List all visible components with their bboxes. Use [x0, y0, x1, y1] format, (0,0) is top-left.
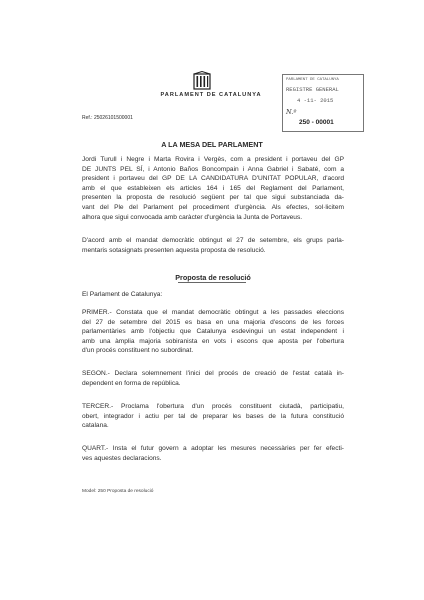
- text-line: SEGON.- Declara solemnement l'inici del procés de creació de l'estat català in-: [82, 370, 344, 377]
- point-quart: [82, 444, 344, 463]
- intro-paragraph: [82, 155, 344, 222]
- text-line: Jordi Turull i Negre i Marta Rovira i Vergès, com a president i portaveu del GP: [82, 156, 344, 163]
- text-line: TERCER.- Proclama l'obertura d'un procés constituent ciutadà, participatiu,: [82, 403, 344, 410]
- text-line: del 27 de setembre del 2015 es basa en una majoria d'escons de les forces: [82, 318, 344, 326]
- text-line: president i portaveu del GP DE LA CANDIDATURA D'UNITAT POPULAR, d'acord: [82, 175, 344, 183]
- registry-stamp: [282, 74, 364, 132]
- text-line: DE JUNTS PEL SÍ, i Antonio Baños Boncompain i Anna Gabriel i Sabaté, com a: [82, 165, 344, 173]
- stamp-number-prefix: N.º: [286, 108, 297, 116]
- text-line: vant del Ple del Parlament pel procediment d'urgència. Als efectes, sol·licitem: [82, 203, 344, 211]
- parlament-emblem-icon: [192, 71, 212, 91]
- text-line: parlamentàries amb l'objectiu que Catalunya esdevingui un estat independent i: [82, 328, 344, 336]
- point-primer: [82, 308, 344, 356]
- addressee-heading: A LA MESA DEL PARLAMENT: [161, 140, 263, 149]
- mandate-paragraph: [82, 236, 344, 255]
- stamp-line-1: PARLAMENT DE CATALUNYA: [286, 78, 339, 82]
- text-line: obert, integrador i actiu per tal de preparar les bases de la futura constitució: [82, 412, 344, 420]
- title-underline: [178, 282, 246, 283]
- text-line: QUART.- Insta el futur govern a adoptar les mesures necessàries per fer efecti-: [82, 445, 344, 452]
- text-line: mentaris sotasignats presenten aquesta proposta de resolució.: [82, 246, 266, 254]
- institution-name: PARLAMENT DE CATALUNYA: [160, 92, 262, 98]
- text-line: catalana.: [82, 422, 109, 430]
- text-line: presenten la proposta de resolució següent per tal que sigui substanciada da-: [82, 194, 344, 202]
- stamp-number: 250 - 00001: [299, 119, 334, 126]
- text-line: d'un procés constituent no subordinat.: [82, 347, 194, 355]
- proposal-title: Proposta de resolució: [175, 273, 251, 282]
- text-line: PRIMER.- Constata que el mandat democràtic obtingut a les passades eleccions: [82, 309, 344, 316]
- text-line: amb el que estableixen els articles 164 i 165 del Reglament del Parlament,: [82, 184, 344, 192]
- point-segon: [82, 369, 344, 388]
- text-line: dependent en forma de república.: [82, 379, 181, 387]
- point-tercer: [82, 402, 344, 431]
- text-line: ves aquestes declaracions.: [82, 454, 162, 462]
- stamp-date: 4 -11- 2015: [297, 97, 334, 104]
- proposal-intro: El Parlament de Catalunya:: [82, 291, 163, 298]
- stamp-line-2: REGISTRE GENERAL: [286, 86, 339, 93]
- document-reference: Ref.: 25026101500001: [82, 115, 133, 121]
- text-line: D'acord amb el mandat democràtic obtingut el 27 de setembre, els grups parla-: [82, 237, 344, 244]
- text-line: amb una àmplia majoria sobiranista en vots i escons que aposta per l'obertura: [82, 337, 344, 345]
- model-footer: Model: 250 Proposta de resolució: [82, 489, 154, 494]
- text-line: alhora que sigui convocada amb caràcter d'urgència la Junta de Portaveus.: [82, 213, 303, 221]
